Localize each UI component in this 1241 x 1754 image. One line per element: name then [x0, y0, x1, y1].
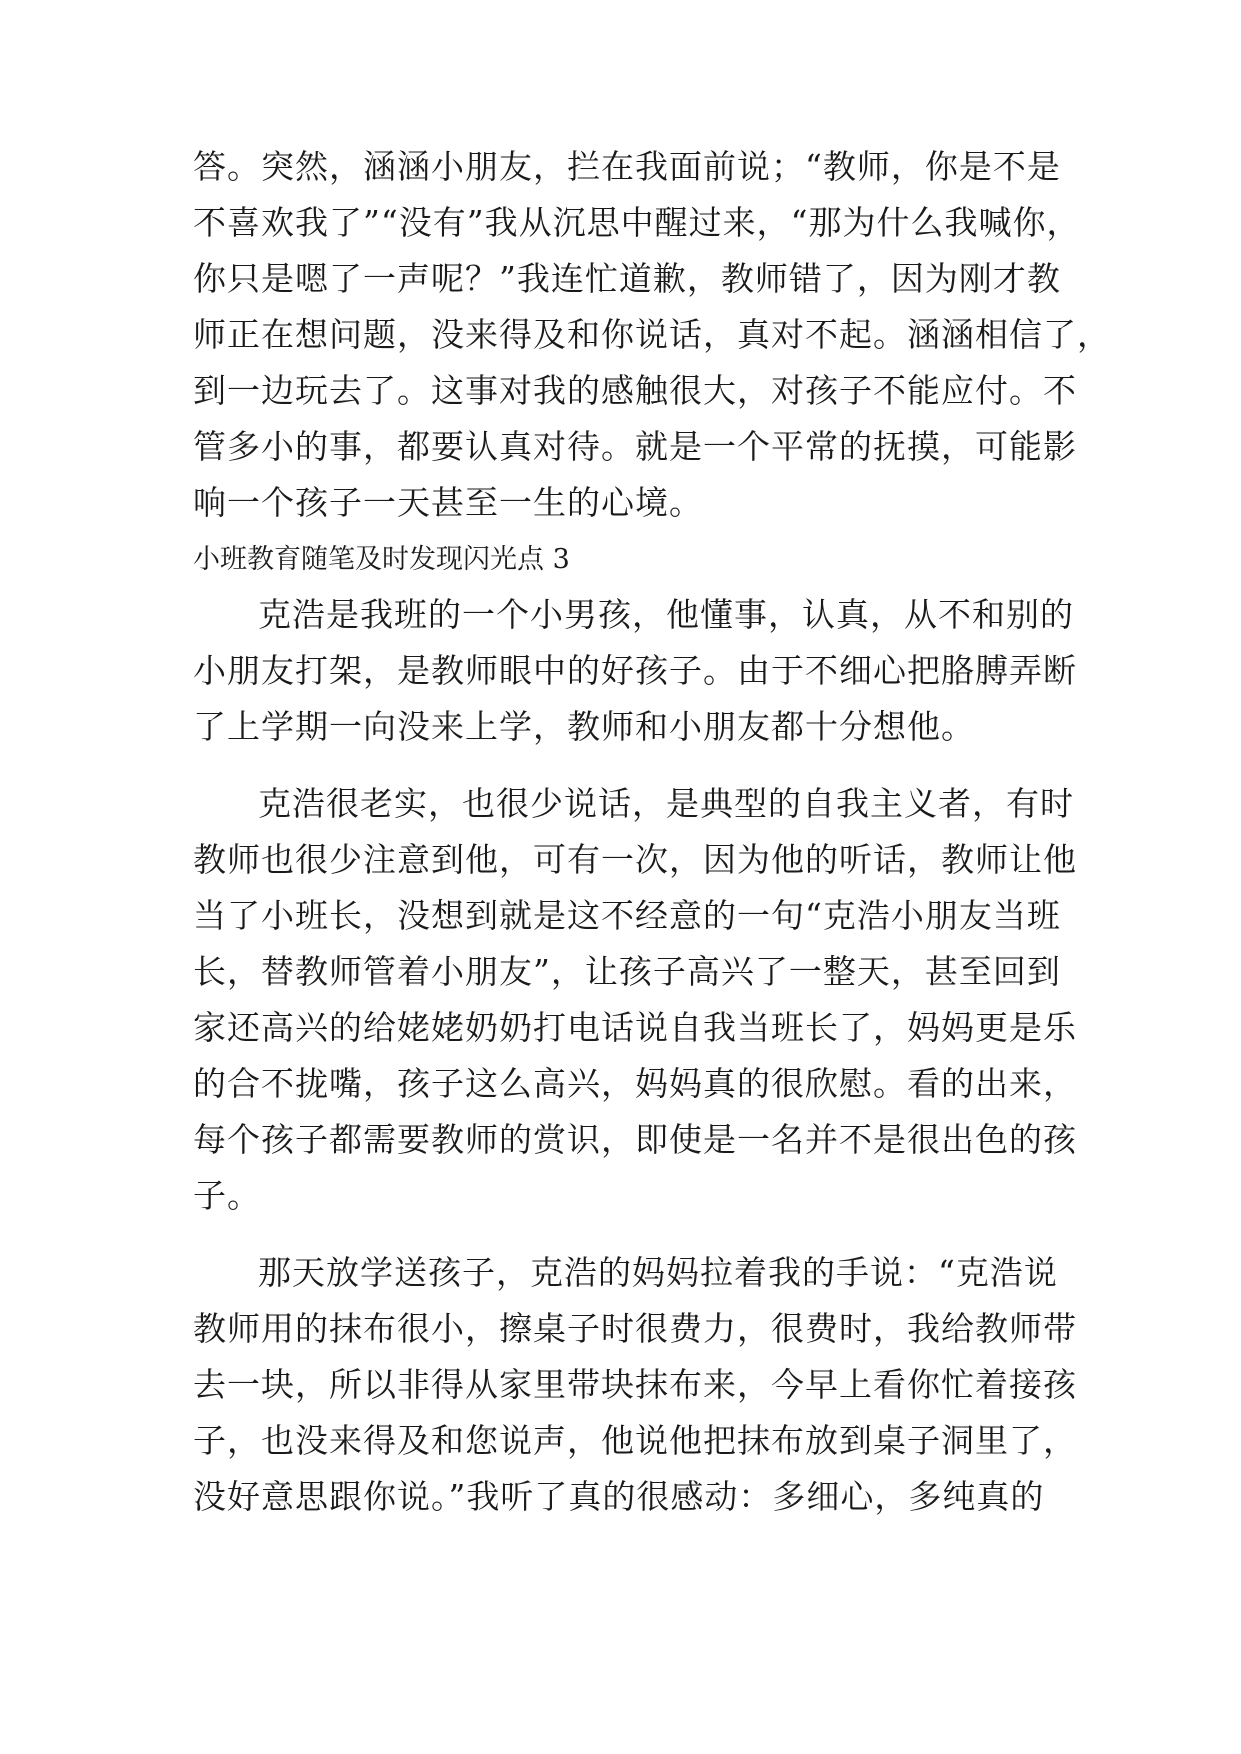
paragraph-2-line-1: 克浩是我班的一个小男孩，他懂事，认真，从不和别的: [258, 595, 1074, 634]
paragraph-2-line-3: 了上学期一向没来上学，教师和小朋友都十分想他。: [193, 707, 975, 746]
paragraph-3-line-2: 教师也很少注意到他，可有一次，因为他的听话，教师让他: [193, 840, 1077, 879]
paragraph-3-line-5: 家还高兴的给姥姥奶奶打电话说自我当班长了，妈妈更是乐: [193, 1008, 1077, 1047]
paragraph-4-line-4: 子，也没来得及和您说声，他说他把抹布放到桌子洞里了，: [193, 1421, 1077, 1460]
paragraph-3-line-8: 子。: [193, 1176, 261, 1215]
paragraph-3-line-7: 每个孩子都需要教师的赏识，即使是一名并不是很出色的孩: [193, 1120, 1077, 1159]
paragraph-3-line-1: 克浩很老实，也很少说话，是典型的自我主义者，有时: [258, 784, 1074, 823]
section-heading: 小班教育随笔及时发现闪光点 3: [193, 544, 570, 575]
paragraph-1-line-4: 师正在想问题，没来得及和你说话，真对不起。涵涵相信了，: [193, 315, 1111, 354]
paragraph-1-line-5: 到一边玩去了。这事对我的感触很大，对孩子不能应付。不: [193, 371, 1077, 410]
paragraph-4-line-1: 那天放学送孩子，克浩的妈妈拉着我的手说：“克浩说: [258, 1253, 1058, 1292]
paragraph-1-line-1: 答。突然，涵涵小朋友，拦在我面前说；“教师，你是不是: [193, 147, 1061, 186]
paragraph-4-line-5: 没好意思跟你说。”我听了真的很感动：多细心，多纯真的: [193, 1477, 1045, 1516]
paragraph-1-line-2: 不喜欢我了”“没有”我从沉思中醒过来，“那为什么我喊你，: [193, 203, 1081, 242]
paragraph-1-line-7: 响一个孩子一天甚至一生的心境。: [193, 483, 703, 522]
paragraph-4-line-3: 去一块，所以非得从家里带块抹布来，今早上看你忙着接孩: [193, 1365, 1077, 1404]
paragraph-1-line-6: 管多小的事，都要认真对待。就是一个平常的抚摸，可能影: [193, 427, 1077, 466]
paragraph-3-line-6: 的合不拢嘴，孩子这么高兴，妈妈真的很欣慰。看的出来，: [193, 1064, 1077, 1103]
paragraph-2-line-2: 小朋友打架，是教师眼中的好孩子。由于不细心把胳膊弄断: [193, 651, 1077, 690]
paragraph-4-line-2: 教师用的抹布很小，擦桌子时很费力，很费时，我给教师带: [193, 1309, 1077, 1348]
paragraph-3-line-4: 长，替教师管着小朋友”，让孩子高兴了一整天，甚至回到: [193, 952, 1061, 991]
paragraph-3-line-3: 当了小班长，没想到就是这不经意的一句“克浩小朋友当班: [193, 896, 1061, 935]
paragraph-1-line-3: 你只是嗯了一声呢？”我连忙道歉，教师错了，因为刚才教: [193, 259, 1061, 298]
